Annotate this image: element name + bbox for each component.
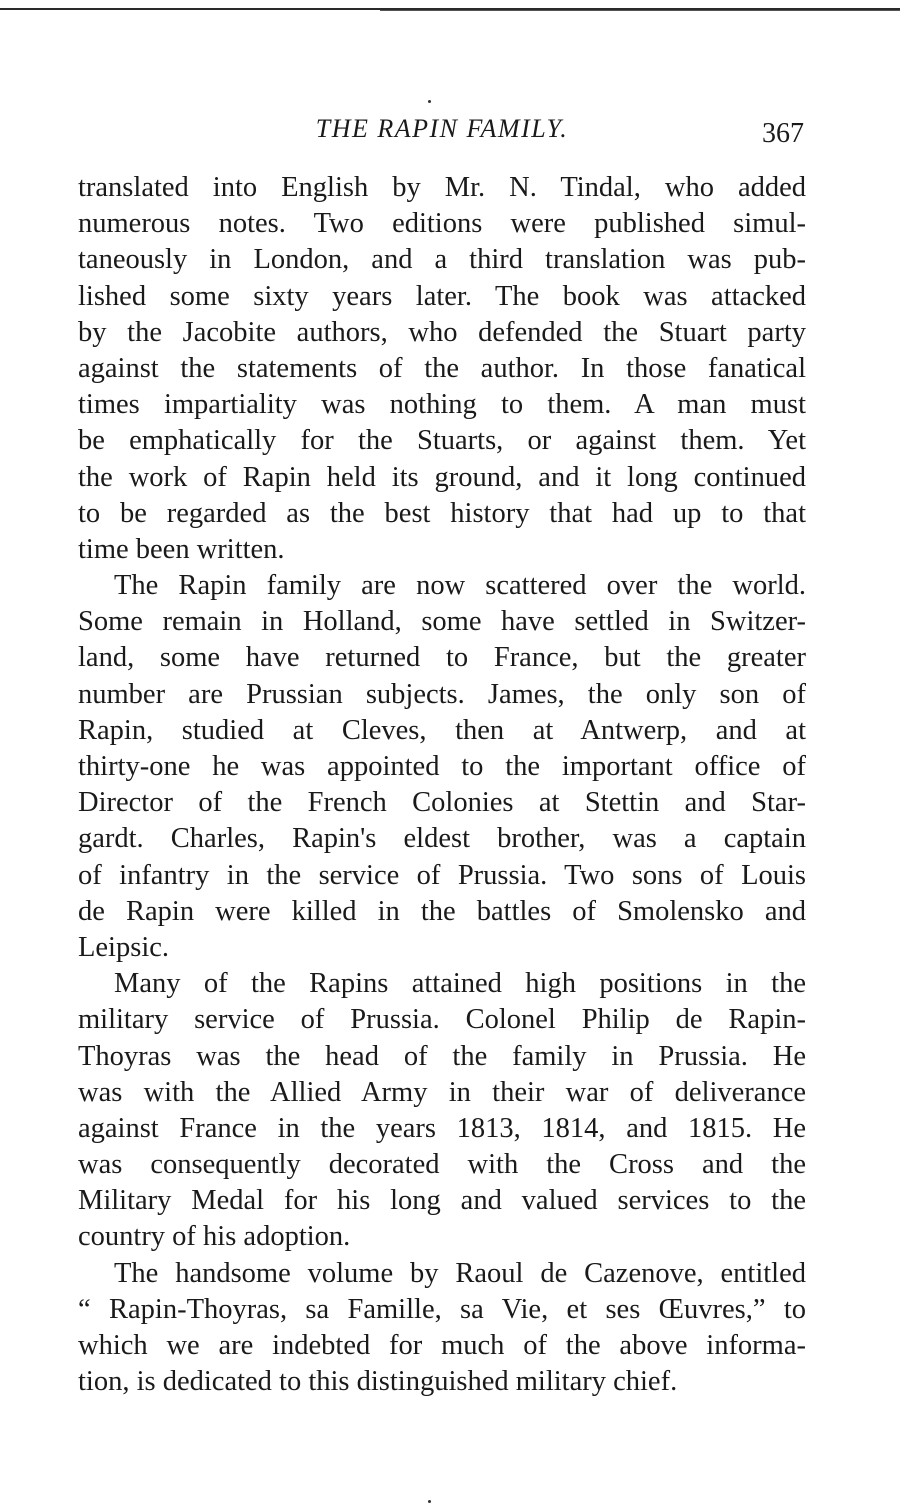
text-line: translated into English by Mr. N. Tindal, who added (78, 172, 806, 203)
speck (428, 100, 431, 103)
text-line: Many of the Rapins attained high positions in the (114, 968, 806, 1000)
text-line: against France in the years 1813, 1814, and 1815. He (78, 1112, 806, 1144)
text-line: Military Medal for his long and valued services to the (78, 1185, 806, 1217)
text-line: was consequently decorated with the Cross and the (78, 1149, 806, 1181)
text-line: country of his adoption. (78, 1221, 351, 1253)
paragraph (78, 966, 806, 1256)
text-line: against the statements of the author. In those fanatical (78, 352, 806, 384)
text-line: lished some sixty years later. The book was attacked (78, 280, 806, 312)
text-line: Thoyras was the head of the family in Prussia. He (78, 1040, 806, 1072)
text-line: Some remain in Holland, some have settled in Switzer- (78, 606, 806, 638)
text-line: thirty-one he was appointed to the important office of (78, 751, 806, 782)
text-line: number are Prussian subjects. James, the only son of (78, 678, 806, 710)
text-line: the work of Rapin held its ground, and it long continued (78, 461, 806, 493)
text-line: The Rapin family are now scattered over the world. (114, 570, 806, 602)
text-line: gardt. Charles, Rapin's eldest brother, was a captain (78, 823, 806, 855)
text-line: Rapin, studied at Cleves, then at Antwerp, and at (78, 714, 806, 746)
text-line: land, some have returned to France, but the greater (78, 642, 806, 674)
text-line: Leipsic. (78, 931, 170, 963)
text-line: by the Jacobite authors, who defended the Stuart party (78, 316, 806, 348)
speck (428, 1500, 431, 1503)
text-line: tion, is dedicated to this distinguished military chief. (78, 1366, 678, 1398)
page-number: 367 (762, 118, 804, 149)
text-line: “ Rapin-Thoyras, sa Famille, sa Vie, et ses Œuvres,” to (78, 1293, 806, 1325)
text-line: taneously in London, and a third translation was pub- (78, 244, 806, 276)
top-rule-thin (380, 10, 900, 11)
text-line: of infantry in the service of Prussia. Two sons of Louis (78, 859, 806, 891)
text-line: de Rapin were killed in the battles of Smolensko and (78, 895, 806, 927)
page-header (78, 110, 806, 150)
paragraph (78, 568, 806, 966)
text-line: was with the Allied Army in their war of deliverance (78, 1076, 806, 1108)
paragraph (78, 1256, 806, 1401)
text-line: The handsome volume by Raoul de Cazenove, entitled (114, 1257, 806, 1289)
text-line: be emphatically for the Stuarts, or against them. Yet (78, 425, 806, 457)
text-line: military service of Prussia. Colonel Philip de Rapin- (78, 1004, 806, 1036)
body-text (78, 170, 806, 1400)
text-line: times impartiality was nothing to them. A man must (78, 389, 806, 421)
text-line: which we are indebted for much of the above informa- (78, 1330, 806, 1361)
text-line: time been written. (78, 533, 285, 565)
text-line: to be regarded as the best history that had up to that (78, 497, 806, 529)
text-line: numerous notes. Two editions were published simul- (78, 208, 806, 240)
running-title: THE RAPIN FAMILY. (315, 114, 569, 143)
text-line: Director of the French Colonies at Stettin and Star- (78, 787, 806, 819)
paragraph (78, 170, 806, 568)
